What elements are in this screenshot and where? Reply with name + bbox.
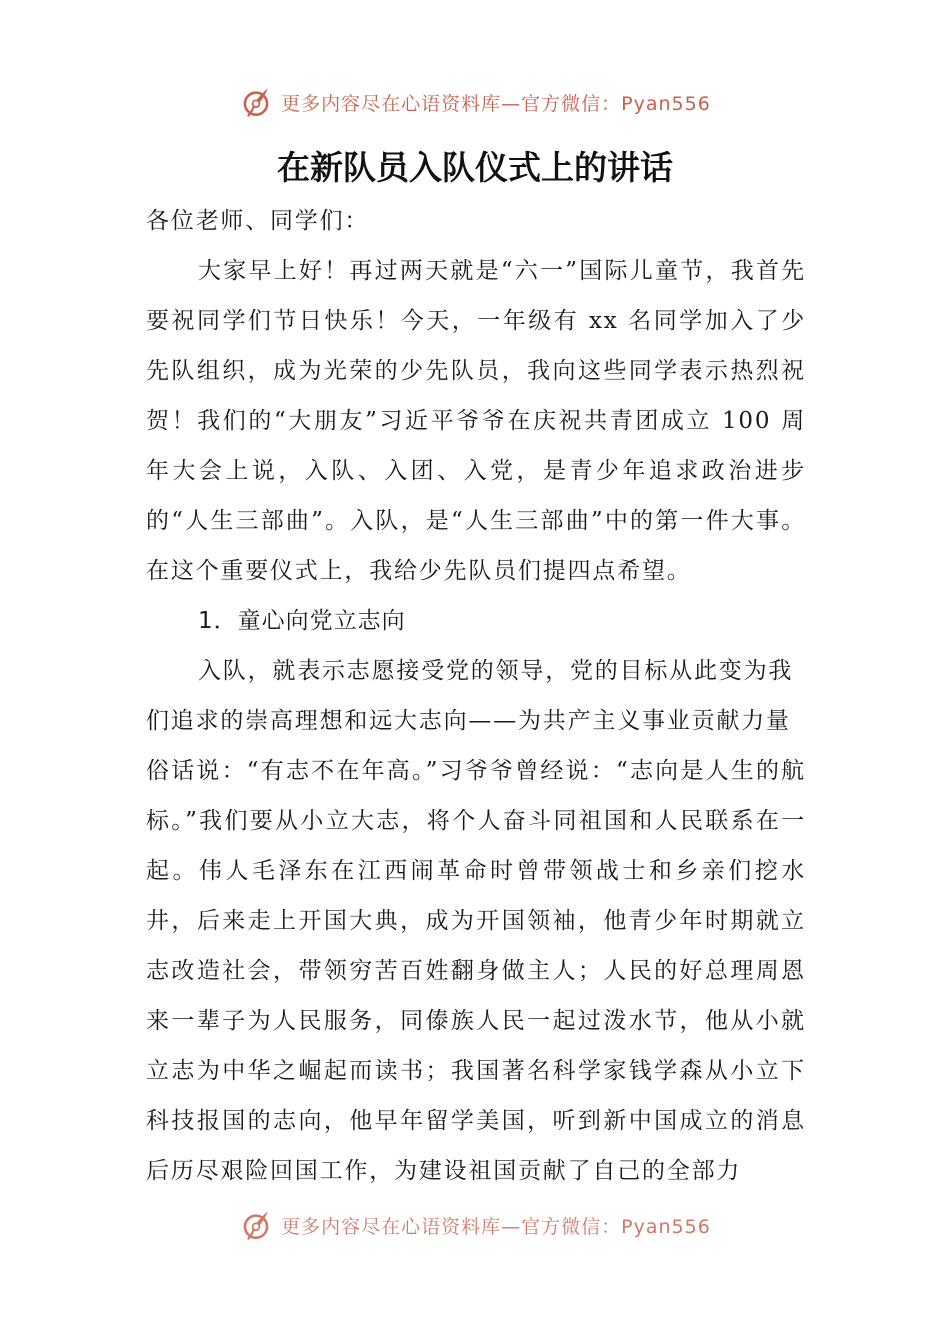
paragraph-intro: 大家早上好！再过两天就是“六一”国际儿童节，我首先要祝同学们节日快乐！今天，一年级有 xx 名同学加入了少先队组织，成为光荣的少先队员，我向这些同学表示热烈祝贺！我们的“大朋友”习近平爷爷在庆祝共青团成立 100 周年大会上说，入队、入团、入党，是青少年追求政治进步的“人生三部曲”。入队，是“人生三部曲”中的第一件大事。在这个重要仪式上，我给少先队员们提四点希望。	[146, 258, 806, 584]
footer-banner	[0, 1205, 950, 1245]
paragraph-2-line-2: 们追求的崇高理想和远大志向——为共产主义事业贡献力量	[146, 708, 791, 734]
footer-banner-text: 更多内容尽在心语资料库—官方微信：Pyan556	[281, 1215, 711, 1238]
document-body	[146, 196, 806, 1196]
document-title: 在新队员入队仪式上的讲话	[277, 148, 673, 187]
header-banner-text: 更多内容尽在心语资料库—官方微信：Pyan556	[281, 92, 711, 115]
quill-logo-icon	[239, 1208, 273, 1242]
paragraph-3: 俗话说：“有志不在年高。”习爷爷曾经说：“志向是人生的航标。”我们要从小立大志，将个人奋斗同祖国和人民联系在一起。伟人毛泽东在江西闹革命时曾带领战士和乡亲们挖水井，后来走上开国大典，成为开国领袖，他青少年时期就立志改造社会，带领穷苦百姓翻身做主人；人民的好总理周恩来一辈子为人民服务，同傣族人民一起过泼水节，他从小就立志为中华之崛起而读书；我国著名科学家钱学森从小立下科技报国的志向，他早年留学美国，听到新中国成立的消息后历尽艰险回国工作，为建设祖国贡献了自己的全部力	[146, 758, 806, 1184]
greeting: 各位老师、同学们：	[146, 208, 370, 234]
header-banner	[0, 82, 950, 122]
section-heading-1: 1．童心向党立志向	[198, 608, 406, 634]
quill-logo-icon	[239, 85, 273, 119]
paragraph-2-line-1: 入队，就表示志愿接受党的领导，党的目标从此变为我	[198, 658, 794, 684]
